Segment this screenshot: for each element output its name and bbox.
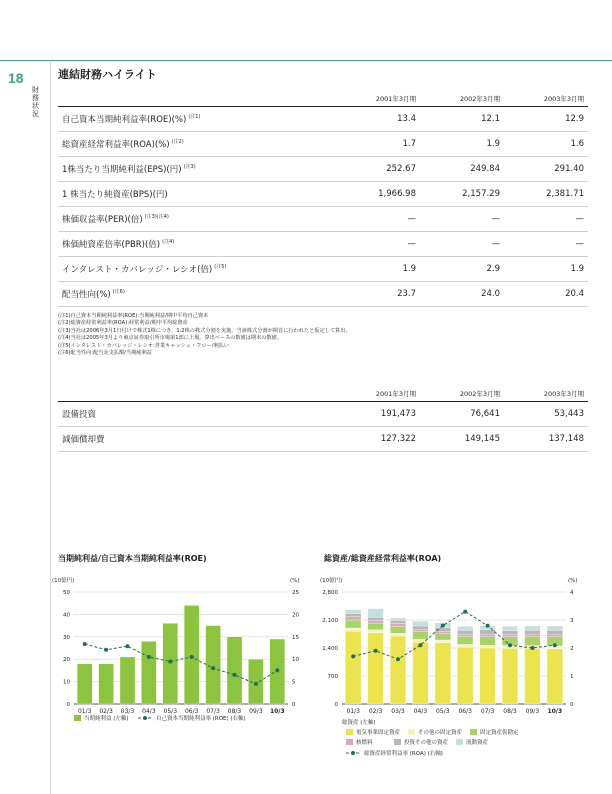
line-point [508, 643, 512, 647]
side-section-label: 財務状況 [32, 86, 39, 118]
bar [413, 629, 429, 631]
y-tick-label-left: 30 [63, 634, 70, 641]
table-row [58, 107, 588, 132]
row-value: — [504, 232, 588, 257]
note-line: (注3)当社は2006年3月1日付けで株式1株につき、1.2株の株式分割を実施。当該株式分割が期首に行われたと仮定して算出。 [58, 327, 351, 334]
row-value: 249.84 [420, 157, 504, 182]
row-value: 1.6 [504, 132, 588, 157]
bar [547, 635, 563, 637]
note-line: (注5)インタレスト・カバレッジ・レシオ:営業キャッシュ・フロー/利払い [58, 342, 230, 349]
legend-label: 当期純利益 (左軸) [84, 716, 129, 722]
bar [345, 610, 361, 614]
bar [413, 626, 429, 629]
row-value: 2,381.71 [504, 182, 588, 207]
x-tick-label: 06/3 [458, 708, 472, 715]
roa-chart [318, 572, 608, 772]
x-tick-label: 04/3 [142, 708, 156, 715]
legend-swatch [394, 739, 401, 745]
bar [368, 609, 384, 618]
row-label [58, 107, 336, 132]
bar [184, 605, 199, 704]
row-value: 1.7 [336, 132, 420, 157]
line-point [126, 644, 130, 648]
page-number: 18 [8, 70, 24, 86]
bar [390, 633, 406, 636]
row-value: — [504, 207, 588, 232]
x-tick-label: 10/3 [547, 708, 563, 715]
bar [99, 664, 114, 704]
left-axis-unit: (10億円) [320, 578, 343, 584]
row-value: 12.1 [420, 107, 504, 132]
bar [345, 631, 361, 704]
row-value: 1.9 [336, 257, 420, 282]
row-value: 1.9 [420, 132, 504, 157]
bar [480, 635, 496, 637]
bar [480, 630, 496, 635]
bar [345, 620, 361, 628]
x-tick-label: 10/3 [269, 708, 285, 715]
x-tick-label: 07/3 [480, 708, 495, 715]
top-rule [0, 60, 612, 61]
bar [390, 618, 406, 620]
note-line: (注1)自己資本当期純利益率(ROE):当期純利益/期中平均自己資本 [58, 313, 209, 319]
bar [345, 614, 361, 617]
row-note-ref: (注3)(注4) [144, 214, 169, 221]
table-row [58, 132, 588, 157]
table-row [58, 232, 588, 257]
bar [480, 637, 496, 645]
legend-label: 総資産経常利益率 (ROA) (右軸) [364, 751, 443, 757]
bar [525, 636, 541, 645]
y-tick-label-right: 25 [292, 590, 299, 596]
line-point [147, 655, 151, 659]
x-tick-label: 09/3 [525, 708, 540, 715]
line-point [486, 624, 490, 628]
row-value: 149,145 [420, 427, 504, 452]
row-note-ref: (注2) [171, 139, 184, 146]
table-header-year: 2002年3月期 [420, 92, 504, 107]
row-note-ref: (注1) [188, 114, 201, 121]
row-value: 2,157.29 [420, 182, 504, 207]
row-label [58, 157, 336, 182]
bar [345, 628, 361, 631]
y-tick-label-right: 5 [292, 679, 296, 686]
y-tick-label-left: 40 [63, 612, 70, 619]
row-value: 76,641 [420, 402, 504, 427]
y-tick-label-left: 50 [63, 590, 70, 596]
row-value: 2.9 [420, 257, 504, 282]
row-value: 291.40 [504, 157, 588, 182]
bar [525, 630, 541, 634]
chart-title-roe: 当期純利益/自己資本当期純利益率(ROE) [58, 554, 207, 563]
legend-line-point [351, 751, 355, 755]
bar [390, 620, 406, 623]
bar [457, 636, 473, 644]
line-point [233, 673, 237, 677]
row-label-text: 減価償却費 [62, 435, 105, 445]
legend-label: 固定資産仮勘定 [480, 730, 519, 736]
bar [547, 649, 563, 704]
row-value: — [420, 207, 504, 232]
bar [120, 657, 135, 704]
line-point [463, 610, 467, 614]
bar [163, 623, 178, 704]
bar [435, 643, 451, 704]
line-point [374, 649, 378, 653]
x-tick-label: 03/3 [120, 708, 135, 715]
bar [547, 626, 563, 630]
line-point [553, 643, 557, 647]
x-tick-label: 08/3 [503, 708, 517, 715]
bar [390, 636, 406, 704]
table-row [58, 207, 588, 232]
bar [457, 644, 473, 647]
bar [390, 624, 406, 627]
legend-label: 核燃料 [356, 740, 373, 746]
y-tick-label-left: 700 [327, 674, 338, 680]
bar [502, 635, 518, 637]
legend-label: 電気事業固定資産 [356, 730, 401, 736]
row-value: 23.7 [336, 282, 420, 307]
right-axis-unit: (%) [568, 578, 578, 584]
legend-label: 流動資産 [466, 740, 489, 746]
bar [77, 664, 92, 704]
note-line: (注6)配当性向:配当金支払額/当期純利益 [58, 350, 152, 357]
y-tick-label-right: 15 [292, 634, 299, 641]
line-point [441, 624, 445, 628]
y-tick-label-right: 20 [292, 612, 299, 619]
table-header-year: 2003年3月期 [504, 387, 588, 402]
x-tick-label: 02/3 [368, 708, 383, 715]
bar [435, 633, 451, 640]
row-label [58, 257, 336, 282]
table-row [58, 182, 588, 207]
line-point [530, 646, 534, 650]
row-label-text: 設備投資 [62, 410, 97, 420]
line-point [396, 657, 400, 661]
bar [457, 634, 473, 636]
row-value: — [336, 232, 420, 257]
bar [457, 630, 473, 634]
row-label-text: 1株当たり当期純利益(EPS)(円) [62, 165, 182, 175]
row-label [58, 402, 336, 427]
row-note-ref: (注5) [214, 264, 227, 271]
row-note-ref: (注4) [162, 239, 175, 246]
bar [502, 626, 518, 630]
y-tick-label-left: 0 [66, 702, 70, 708]
line-point [168, 659, 172, 663]
bar [368, 621, 384, 624]
x-tick-label: 04/3 [413, 708, 428, 715]
table-header-year: 2003年3月期 [504, 92, 588, 107]
legend-swatch [346, 739, 353, 745]
y-tick-label-left: 20 [63, 657, 70, 664]
line-point [351, 654, 355, 658]
bar [480, 645, 496, 648]
chart-title-roa: 総資産/総資産経常利益率(ROA) [324, 554, 442, 563]
row-value: 1.9 [504, 257, 588, 282]
x-tick-label: 05/3 [436, 708, 450, 715]
row-value: 20.4 [504, 282, 588, 307]
row-label-text: インタレスト・カバレッジ・レシオ(倍) [62, 265, 213, 275]
table-header-year: 2001年3月期 [336, 92, 420, 107]
table-row [58, 257, 588, 282]
row-value: 127,322 [336, 427, 420, 452]
y-tick-label-left: 0 [334, 702, 338, 708]
bar [390, 626, 406, 633]
bar [457, 626, 473, 630]
table-header-year: 2002年3月期 [420, 387, 504, 402]
table-header-row [58, 92, 588, 107]
y-tick-label-right: 0 [570, 702, 574, 708]
bar [435, 640, 451, 643]
row-value: 191,473 [336, 402, 420, 427]
row-value: 12.9 [504, 107, 588, 132]
bar [368, 624, 384, 630]
table-header-blank [58, 92, 336, 107]
table-header-row [58, 387, 588, 402]
table-row [58, 157, 588, 182]
y-tick-label-right: 2 [570, 646, 574, 652]
bar [368, 630, 384, 633]
x-tick-label: 03/3 [391, 708, 405, 715]
roe-chart [52, 572, 312, 742]
row-label-text: 自己資本当期純利益率(ROE)(%) [62, 115, 187, 125]
row-value: 53,443 [504, 402, 588, 427]
bar [480, 648, 496, 704]
bar [227, 637, 242, 704]
line-point [190, 655, 194, 659]
side-divider [50, 62, 51, 794]
y-tick-label-right: 4 [570, 590, 574, 596]
legend-swatch [346, 729, 353, 735]
row-note-ref: (注6) [112, 289, 125, 296]
row-label [58, 232, 336, 257]
table-header-year: 2001年3月期 [336, 387, 420, 402]
section-title: 連結財務ハイライト [58, 68, 157, 81]
y-tick-label-left: 10 [63, 679, 70, 686]
bar [413, 621, 429, 626]
row-label-text: 1 株当たり純資産(BPS)(円) [62, 190, 168, 200]
bar [368, 617, 384, 620]
table-notes [58, 313, 351, 357]
left-axis-unit: (10億円) [52, 578, 75, 584]
x-tick-label: 07/3 [206, 708, 220, 715]
row-label [58, 427, 336, 452]
bar [435, 631, 451, 633]
note-line: (注4)当社は2005年3月より東京証券取引所市場第1部に上場。算出ベースの数値は期末の数値。 [58, 335, 283, 342]
y-tick-label-right: 10 [292, 657, 299, 664]
table-header-blank [58, 387, 336, 402]
x-tick-label: 06/3 [184, 708, 199, 715]
bar [502, 648, 518, 704]
row-value: 24.0 [420, 282, 504, 307]
line-point [275, 668, 279, 672]
bar [525, 634, 541, 636]
bar [413, 632, 429, 640]
bar [457, 647, 473, 704]
x-tick-label: 09/3 [249, 708, 263, 715]
bar [413, 642, 429, 704]
bar [525, 626, 541, 630]
row-label-text: 配当性向(%) [62, 290, 111, 300]
legend-label: 投資その他の資産 [404, 740, 449, 746]
legend-swatch [408, 729, 415, 735]
x-tick-label: 02/3 [99, 708, 113, 715]
row-label [58, 182, 336, 207]
legend-swatch [74, 715, 81, 721]
x-tick-label: 05/3 [163, 708, 178, 715]
table-row [58, 402, 588, 427]
row-label [58, 207, 336, 232]
y-tick-label-right: 0 [292, 702, 296, 708]
line-point [254, 682, 258, 686]
row-note-ref: (注3) [183, 164, 196, 171]
row-value: 252.67 [336, 157, 420, 182]
x-tick-label: 08/3 [227, 708, 242, 715]
y-tick-label-left: 2,800 [322, 590, 338, 596]
row-value: — [336, 207, 420, 232]
bar [368, 633, 384, 704]
financial-highlights-table [58, 92, 588, 307]
line-point [418, 643, 422, 647]
y-tick-label-right: 3 [570, 618, 574, 624]
row-label-text: 株価収益率(PER)(倍) [62, 215, 143, 225]
note-line: (注2)総資産経常利益率(ROA):経常利益/期中平均総資産 [58, 320, 188, 327]
row-label-text: 株価純資産倍率(PBR)(倍) [62, 240, 161, 250]
row-value: 137,148 [504, 427, 588, 452]
bar [206, 626, 221, 704]
capex-depreciation-table [58, 387, 588, 452]
y-tick-label-left: 2,100 [322, 618, 338, 624]
bar [502, 631, 518, 635]
line-point [83, 642, 87, 646]
line-point [104, 648, 108, 652]
bar [345, 617, 361, 620]
legend-line-point [143, 716, 147, 720]
legend-stack-label: 総資産 (左軸) [342, 720, 376, 726]
x-tick-label: 01/3 [346, 708, 360, 715]
row-label-text: 総資産経常利益率(ROA)(%) [62, 140, 170, 150]
bar [141, 641, 156, 704]
table-row [58, 282, 588, 307]
legend-label: その他の固定資産 [418, 730, 463, 736]
x-tick-label: 01/3 [77, 708, 92, 715]
row-label [58, 132, 336, 157]
right-axis-unit: (%) [290, 578, 300, 584]
line-point [211, 666, 215, 670]
legend-swatch [456, 739, 463, 745]
row-value: 1,966.98 [336, 182, 420, 207]
row-value: 13.4 [336, 107, 420, 132]
legend-label: 自己資本当期純利益率 (ROE) (右軸) [156, 716, 246, 722]
legend-swatch [470, 729, 477, 735]
table-row [58, 427, 588, 452]
y-tick-label-right: 1 [570, 674, 574, 680]
bar [525, 648, 541, 704]
row-label [58, 282, 336, 307]
y-tick-label-left: 1,400 [322, 646, 338, 652]
bar [547, 630, 563, 634]
row-value: — [420, 232, 504, 257]
